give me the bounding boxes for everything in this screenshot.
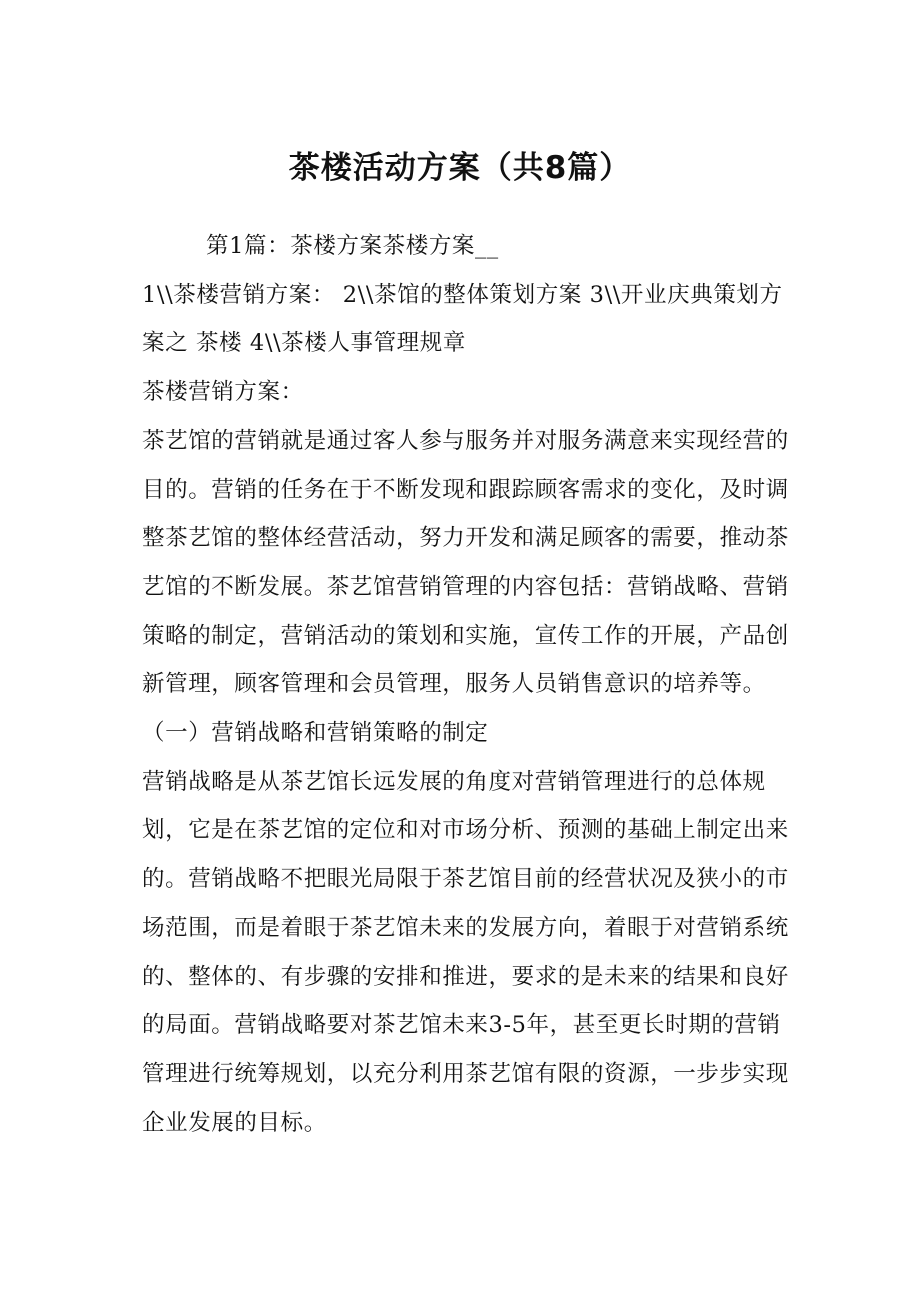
paragraph-contents-list: 1\\茶楼营销方案： 2\\茶馆的整体策划方案 3\\开业庆典策划方案之 茶楼 4\\茶楼人事管理规章 (142, 281, 783, 357)
paragraph-subheading-strategy: （一）营销战略和营销策略的制定 (142, 720, 489, 747)
section-heading: 第1篇：茶楼方案茶楼方案__ (206, 233, 499, 259)
paragraph-marketing-intro: 茶艺馆的营销就是通过客人参与服务并对服务满意来实现经营的目的。营销的任务在于不断发现和跟踪顾客需求的变化，及时调整茶艺馆的整体经营活动，努力开发和满足顾客的需要，推动茶艺馆的不断发展。茶艺馆营销管理的内容包括：营销战略、营销策略的制定，营销活动的策划和实施，宣传工作的开展，产品创新管理，顾客管理和会员管理，服务人员销售意识的培养等。 (142, 427, 789, 698)
paragraph-subheading: 茶楼营销方案： (142, 379, 304, 406)
document-title: 茶楼活动方案（共8篇） (288, 150, 632, 186)
document-body (142, 222, 792, 1147)
paragraph-marketing-strategy: 营销战略是从茶艺馆长远发展的角度对营销管理进行的总体规划，它是在茶艺馆的定位和对市场分析、预测的基础上制定出来的。营销战略不把眼光局限于茶艺馆目前的经营状况及狭小的市场范围，而是着眼于茶艺馆未来的发展方向，着眼于对营销系统的、整体的、有步骤的安排和推进，要求的是未来的结果和良好的局面。营销战略要对茶艺馆未来3-5年，甚至更长时期的营销管理进行统筹规划，以充分利用茶艺馆有限的资源，一步步实现企业发展的目标。 (142, 768, 789, 1136)
